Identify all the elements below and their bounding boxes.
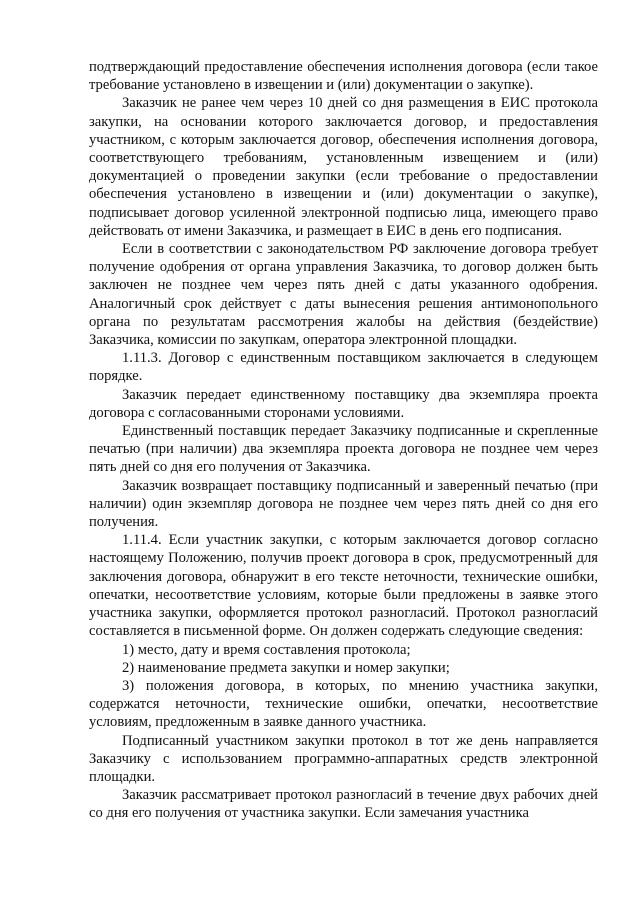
paragraph-protocol-review: Заказчик рассматривает протокол разногласий в течение двух рабочих дней со дня его получения от участника закупки. Если замечания участника [89, 787, 598, 822]
paragraph-signing-terms: Заказчик не ранее чем через 10 дней со дня размещения в ЕИС протокола закупки, на основании которого заключается договор, и предоставления участником, с которым заключается договор, обеспечения исполнения договора, соответствующего требованиям, установленным извещением и (или) документацией о проведении закупки (если требование о предоставлении обеспечения установлено в извещении и (или) документации о закупке), подписывает договор усиленной электронной подписью лица, имеющего право действовать от имени Заказчика, и размещает в ЕИС в день его подписания. [89, 95, 598, 239]
paragraph-customer-returns: Заказчик возвращает поставщику подписанный и заверенный печатью (при наличии) один экземпляр договора не позднее чем через пять дней со дня его получения. [89, 477, 598, 531]
list-item-3: 3) положения договора, в которых, по мнению участника закупки, содержатся неточности, технические ошибки, опечатки, несоответствие условиям, предложенным в заявке данного участника. [89, 677, 598, 731]
paragraph-approval-terms: Если в соответствии с законодательством РФ заключение договора требует получение одобрения от органа управления Заказчика, то договор должен быть заключен не позднее чем через пять дней с даты указанного одобрения. Аналогичный срок действует с даты вынесения решения антимонопольного органа по результатам рассмотрения жалобы на действия (бездействие) Заказчика, комиссии по закупкам, оператора электронной площадки. [89, 241, 598, 349]
paragraph-clause-1-11-3: 1.11.3. Договор с единственным поставщиком заключается в следующем порядке. [89, 350, 598, 385]
paragraph-customer-transfers: Заказчик передает единственному поставщику два экземпляра проекта договора с согласованными сторонами условиями. [89, 386, 598, 421]
paragraph-supplier-transfers: Единственный поставщик передает Заказчику подписанные и скрепленные печатью (при наличии) два экземпляра проекта договора не позднее чем через пять дней со дня его получения от Заказчика. [89, 423, 598, 476]
paragraph-clause-1-11-4: 1.11.4. Если участник закупки, с которым заключается договор согласно настоящему Положению, получив проект договора в срок, предусмотренный для заключения договора, обнаружит в его тексте неточности, технические ошибки, опечатки, несоответствие условиям, которые были предложены в заявке этого участника закупки, оформляется протокол разногласий. Протокол разногласий составляется в письменной форме. Он должен содержать следующие сведения: [89, 532, 598, 640]
list-item-2: 2) наименование предмета закупки и номер закупки; [122, 659, 450, 676]
paragraph-protocol-sent: Подписанный участником закупки протокол в тот же день направляется Заказчику с использованием программно-аппаратных средств электронной площадки. [89, 732, 598, 785]
paragraph-continuation: подтверждающий предоставление обеспечения исполнения договора (если такое требование установлено в извещении и (или) документации о закупке). [89, 59, 598, 94]
document-page [89, 58, 598, 823]
list-item-1: 1) место, дату и время составления протокола; [122, 641, 411, 658]
